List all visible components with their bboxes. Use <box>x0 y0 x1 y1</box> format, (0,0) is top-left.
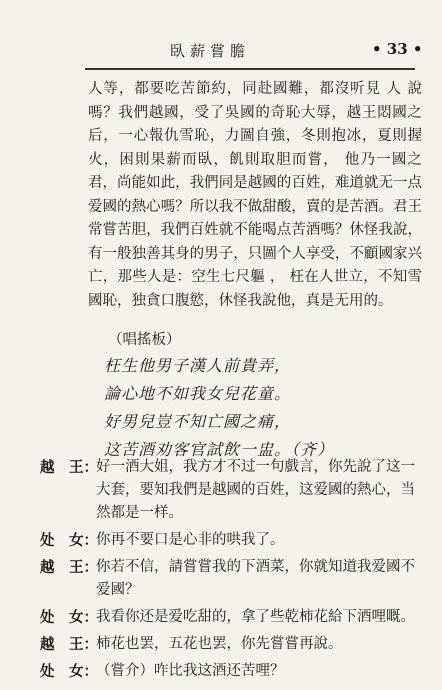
speech-text: 柿花也罢，五花也罢，你先嘗嘗再說。 <box>96 636 343 652</box>
body-paragraph: 人等，都要吃苦節約，同赴國難，都沒听見 人 說嗎？我們越國，受了吳國的奇恥大辱，越王悶國之后，一心報仇雪恥，力圖自強，冬則抱冰，夏則握火，困則果薪而臥，飢則取胆而嘗， 他乃一國之君，尚能如此，我們同是越國的百姓，难道就无一点爱國的熱心嗎？所以我不做甜酸，賣的是苦酒。君王常嘗苦胆，我們百姓就不能喝点苦酒嗎？休怪我說，有一般独善其身的男子，只圖个人享受，不顧國家兴亡，那些人是：空生七尺軀 ， 枉在人世立，不知雪國恥，独貪口腹慾，休怪我說他，真是无用的。 <box>88 81 422 309</box>
dialogue-line <box>40 660 426 683</box>
verse-block <box>104 352 334 464</box>
speaker-name: 越 王： <box>40 636 98 653</box>
speaker-name: 处 女： <box>40 663 98 680</box>
dialogue-line <box>40 456 426 525</box>
speaker-name: 越 王： <box>40 459 98 476</box>
verse-line: 这苦酒劝客官試飲一盅。（齐） <box>104 440 335 459</box>
verse-line: 論心地不如我女兒花童。 <box>104 384 292 403</box>
speech-text: 我看你还是爱吃甜的，拿了些乾柿花給下酒哩嘅。 <box>96 609 415 625</box>
header-rule <box>85 68 415 70</box>
dialogue-line <box>40 633 426 656</box>
singing-mode-label: （唱搖板） <box>108 332 181 348</box>
dialogue-line <box>40 556 426 602</box>
running-header-title: 臥薪嘗膽 <box>170 42 251 60</box>
speech-text: 好一酒大姐，我方才不过一句戲言，你先說了这一大套，要知我們是越國的百姓，这爱國的熱心，当然都是一样。 <box>96 459 415 521</box>
verse-line: 枉生他男子漢人前貴弄， <box>104 356 292 375</box>
speech-text: 你若不信，請嘗嘗我的下酒菜，你就知道我爱國不爱國？ <box>96 559 415 598</box>
speech-text: （嘗介）咋比我这酒还苦哩？ <box>96 663 285 679</box>
speech-text: 你再不要口是心非的哄我了。 <box>96 532 285 548</box>
page-number: • 33 • <box>372 40 423 58</box>
body-paragraph-block <box>88 78 422 313</box>
speaker-name: 越 王： <box>40 559 98 576</box>
dialogue-line <box>40 606 426 629</box>
dialogue-line <box>40 529 426 552</box>
speaker-name: 处 女： <box>40 532 98 549</box>
verse-line: 好男兒豈不知亡國之痛， <box>104 412 292 431</box>
dialogue-block <box>40 456 426 687</box>
speaker-name: 处 女： <box>40 609 98 626</box>
